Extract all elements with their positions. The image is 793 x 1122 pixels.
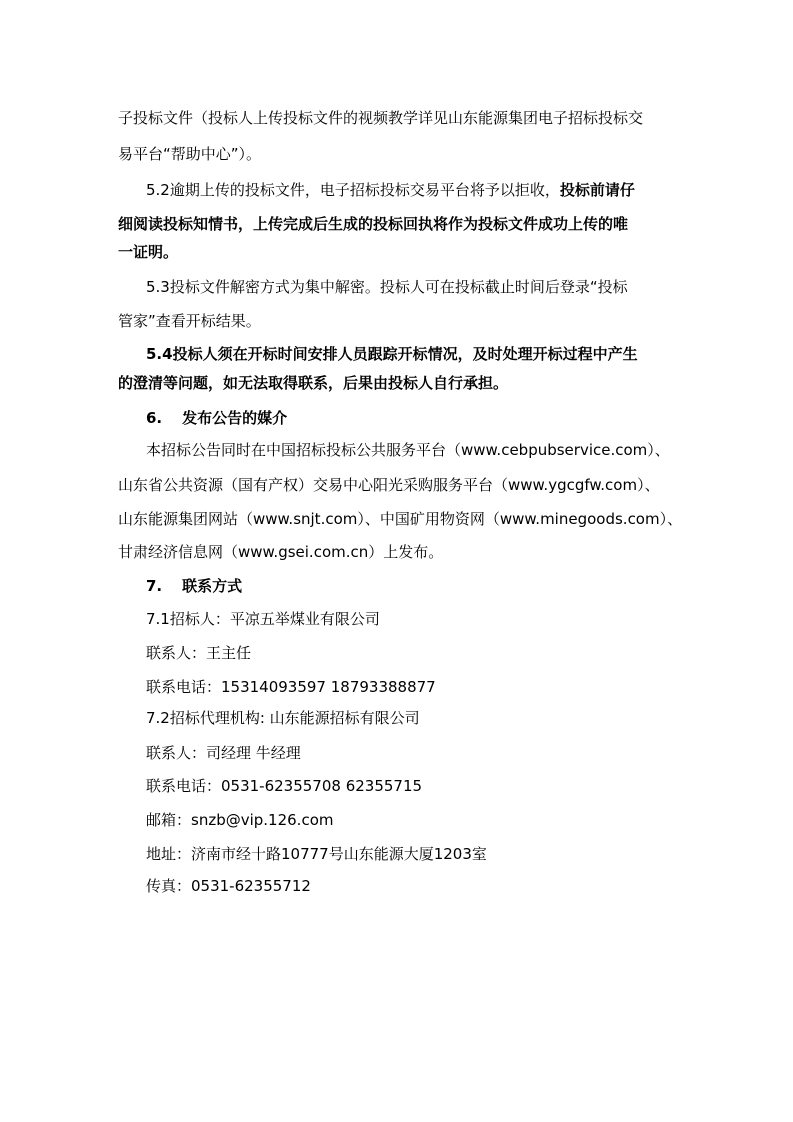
section-6-heading: [146, 408, 793, 428]
address-line: 地址：济南市经十路10777号山东能源大厦1203室: [146, 845, 487, 863]
heading-text: 联系方式: [182, 577, 243, 595]
email-line: 邮箱：snzb@vip.126.com: [146, 811, 334, 829]
clause-5-4-line: 5.4投标人须在开标时间安排人员跟踪开标情况，及时处理开标过程中产生: [146, 345, 638, 363]
heading-number: 7.: [146, 577, 163, 595]
media-line: 山东省公共资源（国有产权）交易中心阳光采购服务平台（www.ygcgfw.com）、: [118, 476, 660, 494]
agency-phone: 联系电话：0531-62355708 62355715: [146, 777, 423, 795]
media-line: 山东能源集团网站（www.snjt.com）、中国矿用物资网（www.minegoods.com）、: [118, 510, 683, 528]
clause-5-2-line: [146, 180, 793, 200]
heading-text: 发布公告的媒介: [182, 409, 288, 427]
clause-text: 5.2逾期上传的投标文件，电子招标投标交易平台将予以拒收，: [146, 181, 560, 199]
heading-number: 6.: [146, 409, 163, 427]
clause-5-3-line: 5.3投标文件解密方式为集中解密。投标人可在投标截止时间后登录“投标: [146, 278, 628, 296]
section-7-heading: [146, 576, 793, 596]
paragraph-line: 易平台“帮助中心”）。: [118, 145, 262, 163]
agency-line: 7.2招标代理机构: 山东能源招标有限公司: [146, 709, 420, 727]
clause-bold-line: 细阅读投标知情书，上传完成后生成的投标回执将作为投标文件成功上传的唯: [118, 215, 629, 233]
agency-contact: 联系人：司经理 牛经理: [146, 744, 301, 762]
clause-bold-line: 的澄清等问题，如无法取得联系，后果由投标人自行承担。: [118, 374, 509, 392]
clause-bold-line: 一证明。: [118, 243, 179, 261]
tenderer-phone: 联系电话：15314093597 18793388877: [146, 678, 436, 696]
clause-bold-text: 投标前请仔: [559, 181, 635, 199]
paragraph-line: 子投标文件（投标人上传投标文件的视频教学详见山东能源集团电子招标投标交: [118, 109, 644, 127]
paragraph-line: 管家”查看开标结果。: [118, 312, 261, 330]
fax-line: 传真：0531-62355712: [146, 877, 311, 895]
media-line: 甘肃经济信息网（www.gsei.com.cn）上发布。: [118, 543, 444, 561]
media-line: 本招标公告同时在中国招标投标公共服务平台（www.cebpubservice.com）、: [146, 441, 670, 459]
tenderer-contact: 联系人：王主任: [146, 644, 252, 662]
tenderer-line: 7.1招标人：平凉五举煤业有限公司: [146, 610, 380, 628]
